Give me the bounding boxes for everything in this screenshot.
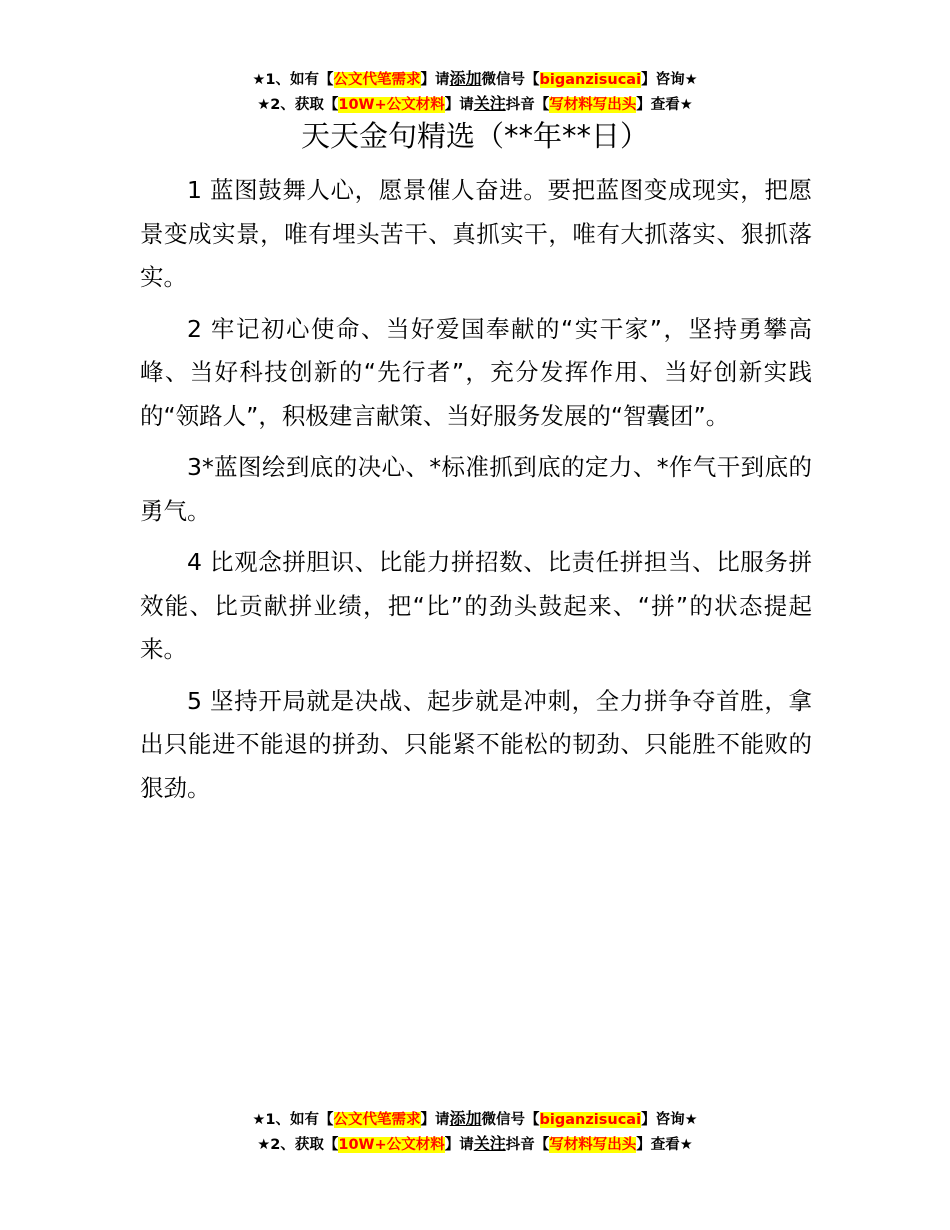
banner-text: ★2、获取【: [257, 97, 339, 113]
banner-text: ★1、如有【: [252, 72, 334, 88]
banner-underlined-text: 关注: [473, 1134, 506, 1153]
banner-text: 】查看★: [636, 1137, 693, 1153]
document-title: 天天金句精选（**年**日）: [300, 119, 649, 153]
document-body: [140, 169, 812, 818]
banner-highlight-materials: 10W+公文材料: [338, 1137, 445, 1153]
banner-text: 微信号【: [481, 72, 540, 88]
banner-text: 抖音【: [505, 97, 550, 113]
paragraph-1: 1 蓝图鼓舞人心，愿景催人奋进。要把蓝图变成现实，把愿景变成实景，唯有埋头苦干、真抓实干，唯有大抓落实、狠抓落实。: [140, 176, 812, 291]
header-banner: [0, 67, 950, 117]
banner-text: ★2、获取【: [257, 1137, 339, 1153]
banner-text: 抖音【: [505, 1137, 550, 1153]
banner-highlight-service: 公文代笔需求: [333, 72, 421, 88]
banner-text: 微信号【: [481, 1112, 540, 1128]
footer-banner: [0, 1107, 950, 1157]
banner-text: 】请: [420, 72, 450, 88]
banner-text: 】请: [420, 1112, 450, 1128]
footer-line-2: [0, 1132, 950, 1157]
banner-text: 】请: [444, 97, 474, 113]
header-line-1: [0, 67, 950, 92]
paragraph-2: 2 牢记初心使命、当好爱国奉献的“实干家”，坚持勇攀高峰、当好科技创新的“先行者”，充分发挥作用、当好创新实践的“领路人”，积极建言献策、当好服务发展的“智囊团”。: [140, 314, 812, 430]
banner-text: 】查看★: [636, 97, 693, 113]
banner-highlight-douyin-account: 写材料写出头: [549, 1137, 637, 1153]
banner-text: 】咨询★: [641, 1112, 698, 1128]
banner-highlight-wechat-id: biganzisucai: [539, 72, 642, 88]
banner-text: 】请: [444, 1137, 474, 1153]
banner-text: 】咨询★: [641, 72, 698, 88]
banner-highlight-materials: 10W+公文材料: [338, 97, 445, 113]
banner-underlined-text: 添加: [449, 1109, 482, 1128]
paragraph-3: 3*蓝图绘到底的决心、*标准抓到底的定力、*作气干到底的勇气。: [140, 453, 812, 525]
paragraph-4: 4 比观念拼胆识、比能力拼招数、比责任拼担当、比服务拼效能、比贡献拼业绩，把“比”的劲头鼓起来、“拼”的状态提起来。: [140, 548, 812, 663]
banner-underlined-text: 添加: [449, 69, 482, 88]
paragraph-5: 5 坚持开局就是决战、起步就是冲刺，全力拼争夺首胜，拿出只能进不能退的拼劲、只能紧不能松的韧劲、只能胜不能败的狠劲。: [140, 686, 812, 802]
banner-underlined-text: 关注: [473, 94, 506, 113]
banner-text: ★1、如有【: [252, 1112, 334, 1128]
banner-highlight-service: 公文代笔需求: [333, 1112, 421, 1128]
banner-highlight-wechat-id: biganzisucai: [539, 1112, 642, 1128]
footer-line-1: [0, 1107, 950, 1132]
banner-highlight-douyin-account: 写材料写出头: [549, 97, 637, 113]
